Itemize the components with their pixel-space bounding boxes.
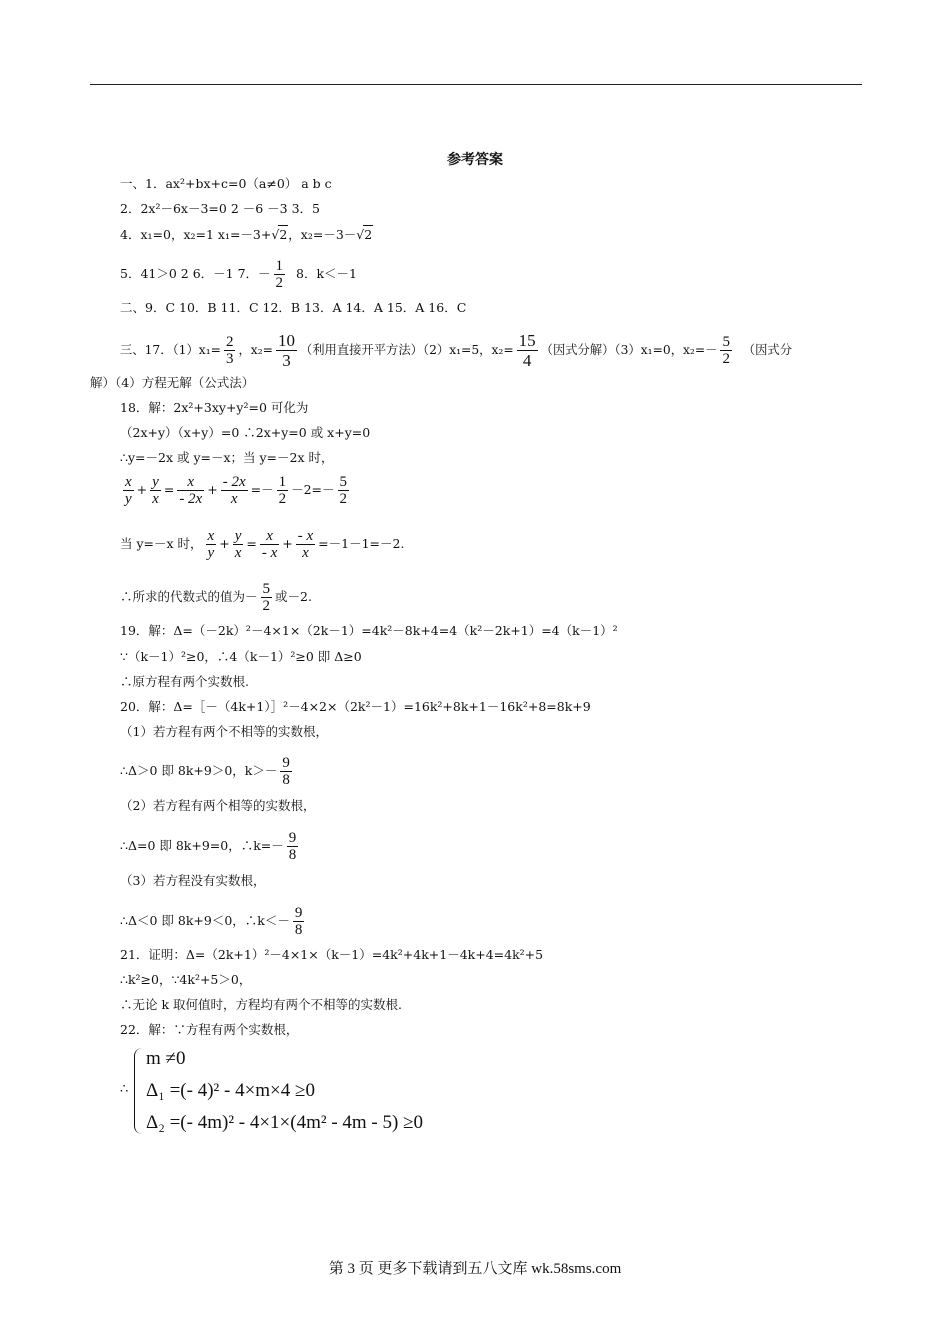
answer-line: ∴原方程有两个实数根. bbox=[120, 674, 249, 689]
fraction: $\frac{1}{2}$ bbox=[275, 258, 284, 291]
answer-line-17: 三、17．（1）x₁= $\frac{2}{3}$ ，x₂= $\frac{10}{3}$ （利用直接开平方法）（2）x₁=5，x₂= $\frac{15}{4}$ （因式分解）（3）x₁=0，x₂=－ $\frac{5}{2}$ （因式分 bbox=[120, 331, 792, 370]
answer-line: ∴所求的代数式的值为－ $\frac{5}{2}$ 或－2. bbox=[120, 581, 312, 614]
answer-line: 一、1．ax²+bx+c=0（a≠0） a b c bbox=[120, 176, 332, 191]
answer-line-5: 5．41＞0 2 6．－1 7．－ $\frac{1}{2}$ 8．k＜－1 bbox=[120, 258, 357, 291]
fraction: $\frac{1}{2}$ bbox=[278, 474, 287, 507]
fraction: $\frac{- x}{x}$ bbox=[297, 528, 314, 561]
fraction: $\frac{5}{2}$ bbox=[262, 581, 271, 614]
fraction: $\frac{y}{x}$ bbox=[234, 528, 242, 561]
answer-line: 21．证明：Δ=（2k+1）²－4×1×（k－1）=4k²+4k+1－4k+4=4k²+5 bbox=[120, 947, 544, 962]
answer-line: 二、9．C 10．B 11．C 12．B 13．A 14．A 15．A 16．C bbox=[120, 300, 467, 315]
answer-line: 解）（4）方程无解（公式法） bbox=[90, 375, 255, 390]
fraction: $\frac{x}{- 2x}$ bbox=[179, 474, 203, 507]
sqrt-symbol: √ bbox=[356, 227, 365, 242]
fraction: $\frac{5}{2}$ bbox=[722, 334, 730, 367]
answer-line: ∵（k－1）²≥0，∴4（k－1）²≥0 即 Δ≥0 bbox=[120, 649, 362, 664]
answer-line: ∴k²≥0，∵4k²+5＞0， bbox=[120, 972, 252, 987]
answer-line: 20．解：Δ=［－（4k+1）］²－4×2×（2k²－1）=16k²+8k+1－16k²+8=8k+9 bbox=[120, 699, 591, 714]
answer-line: 19．解：Δ=（－2k）²－4×1×（2k－1）=4k²－8k+4=4（k²－2k+1）=4（k－1）² bbox=[120, 623, 618, 638]
answer-line: ∴Δ=0 即 8k+9=0，∴k=－ $\frac{9}{8}$ bbox=[120, 830, 297, 863]
fraction: $\frac{x}{y}$ bbox=[125, 474, 132, 507]
fraction: $\frac{10}{3}$ bbox=[277, 331, 295, 370]
answer-line: 2．2x²－6x－3=0 2 －6 －3 3．5 bbox=[120, 201, 321, 216]
answer-line: （3）若方程没有实数根， bbox=[120, 873, 266, 888]
page-footer: 第 3 页 更多下载请到五八文库 wk.58sms.com bbox=[328, 1261, 622, 1277]
answer-line: ∴无论 k 取何值时，方程均有两个不相等的实数根. bbox=[120, 997, 402, 1012]
page-title: 参考答案 bbox=[447, 152, 503, 168]
equation-line: $\frac{x}{y}$ + $\frac{y}{x}$ = $\frac{x}{- 2x}$ + $\frac{- 2x}{x}$ =－ $\frac{1}{2}$ －2=－ $\frac{5}{2}$ bbox=[125, 474, 348, 507]
answer-line-4: 4．x₁=0，x₂=1 x₁=－3+√2，x₂=－3－√2 bbox=[120, 227, 373, 242]
fraction: $\frac{x}{- x}$ bbox=[261, 528, 278, 561]
answer-line: （2x+y）（x+y）=0 ∴2x+y=0 或 x+y=0 bbox=[120, 425, 371, 440]
fraction: $\frac{9}{8}$ bbox=[282, 755, 290, 788]
fraction: $\frac{5}{2}$ bbox=[339, 474, 348, 507]
answer-line: ∴y=－2x 或 y=－x；当 y=－2x 时， bbox=[120, 450, 334, 465]
fraction: $\frac{15}{4}$ bbox=[518, 331, 536, 370]
equation-line: 当 y=－x 时， $\frac{x}{y}$ + $\frac{y}{x}$ = $\frac{x}{- x}$ + $\frac{- x}{x}$ =－1－1=－2. bbox=[120, 528, 405, 561]
answer-line: （1）若方程有两个不相等的实数根， bbox=[120, 724, 328, 739]
brace bbox=[134, 1048, 143, 1134]
fraction: $\frac{9}{8}$ bbox=[288, 830, 297, 863]
answer-line: （2）若方程有两个相等的实数根， bbox=[120, 798, 316, 813]
fraction: $\frac{9}{8}$ bbox=[294, 905, 303, 938]
header-rule bbox=[90, 84, 862, 85]
fraction: $\frac{y}{x}$ bbox=[152, 474, 159, 507]
answer-line: ∴Δ＞0 即 8k+9＞0，k＞－ $\frac{9}{8}$ bbox=[120, 755, 290, 788]
fraction: $\frac{x}{y}$ bbox=[207, 528, 215, 561]
sqrt-symbol: √ bbox=[271, 227, 280, 242]
fraction: $\frac{2}{3}$ bbox=[225, 334, 234, 367]
fraction: $\frac{- 2x}{x}$ bbox=[222, 474, 246, 507]
answer-line: 22．解：∵方程有两个实数根， bbox=[120, 1022, 299, 1037]
answer-line: 18．解：2x²+3xy+y²=0 可化为 bbox=[120, 400, 309, 415]
answer-line: ∴Δ＜0 即 8k+9＜0，∴k＜－ $\frac{9}{8}$ bbox=[120, 905, 303, 938]
